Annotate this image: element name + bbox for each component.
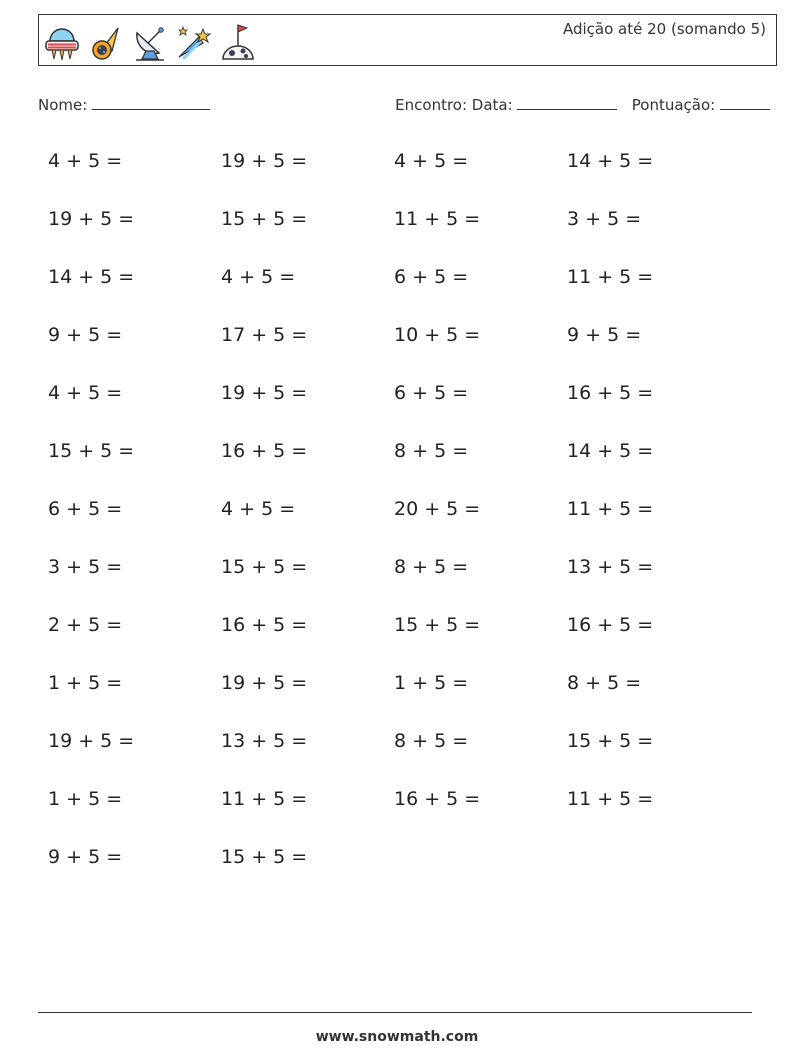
worksheet-header (38, 14, 777, 66)
satellite-dish-icon (131, 21, 169, 63)
problem-item: 9 + 5 = (48, 324, 123, 346)
problem-item: 8 + 5 = (394, 556, 469, 578)
problem-item: 1 + 5 = (48, 672, 123, 694)
problem-row (48, 596, 748, 654)
problem-item: 16 + 5 = (567, 614, 654, 636)
problem-item: 14 + 5 = (567, 440, 654, 462)
problem-item: 4 + 5 = (221, 266, 296, 288)
problem-item: 16 + 5 = (394, 788, 481, 810)
problem-item: 19 + 5 = (221, 672, 308, 694)
problem-item: 8 + 5 = (394, 730, 469, 752)
problem-item: 15 + 5 = (394, 614, 481, 636)
problem-item: 11 + 5 = (221, 788, 308, 810)
problem-item: 6 + 5 = (394, 266, 469, 288)
problem-item: 15 + 5 = (48, 440, 135, 462)
problem-item: 14 + 5 = (567, 150, 654, 172)
problem-item: 1 + 5 = (394, 672, 469, 694)
problem-item: 15 + 5 = (221, 208, 308, 230)
encounter-date-label: Encontro: Data: (395, 96, 513, 114)
problem-item: 10 + 5 = (394, 324, 481, 346)
problem-row (48, 306, 748, 364)
problem-item: 11 + 5 = (394, 208, 481, 230)
problem-row (48, 480, 748, 538)
problem-item: 3 + 5 = (48, 556, 123, 578)
encounter-score-fields (395, 94, 770, 114)
name-blank[interactable] (92, 94, 210, 110)
problem-item: 15 + 5 = (567, 730, 654, 752)
problem-item: 4 + 5 = (221, 498, 296, 520)
problem-item: 11 + 5 = (567, 498, 654, 520)
problem-item: 8 + 5 = (567, 672, 642, 694)
problem-item: 17 + 5 = (221, 324, 308, 346)
problem-item: 4 + 5 = (48, 150, 123, 172)
problem-row (48, 712, 748, 770)
date-blank[interactable] (517, 94, 617, 110)
name-field (38, 94, 210, 114)
problem-item: 6 + 5 = (394, 382, 469, 404)
problem-row (48, 422, 748, 480)
score-label: Pontuação: (631, 96, 716, 114)
problem-item: 4 + 5 = (48, 382, 123, 404)
problem-item: 16 + 5 = (221, 614, 308, 636)
problem-item: 19 + 5 = (48, 730, 135, 752)
name-label: Nome: (38, 96, 88, 114)
problem-item: 15 + 5 = (221, 846, 308, 868)
problem-item: 14 + 5 = (48, 266, 135, 288)
problem-row (48, 828, 748, 886)
problem-row (48, 538, 748, 596)
problem-grid (48, 132, 748, 886)
problem-item: 11 + 5 = (567, 788, 654, 810)
problem-item: 19 + 5 = (221, 150, 308, 172)
problem-item: 2 + 5 = (48, 614, 123, 636)
problem-item: 15 + 5 = (221, 556, 308, 578)
footer-divider (38, 1012, 752, 1013)
problem-item: 20 + 5 = (394, 498, 481, 520)
icon-strip (43, 19, 257, 65)
problem-item: 11 + 5 = (567, 266, 654, 288)
problem-row (48, 364, 748, 422)
problem-row (48, 770, 748, 828)
problem-item: 9 + 5 = (567, 324, 642, 346)
problem-item: 3 + 5 = (567, 208, 642, 230)
problem-item: 4 + 5 = (394, 150, 469, 172)
problem-item: 8 + 5 = (394, 440, 469, 462)
moon-flag-icon (219, 21, 257, 63)
score-blank[interactable] (720, 94, 770, 110)
problem-item: 16 + 5 = (221, 440, 308, 462)
shooting-star-icon (175, 21, 213, 63)
problem-row (48, 654, 748, 712)
problem-row (48, 190, 748, 248)
problem-item: 9 + 5 = (48, 846, 123, 868)
problem-item: 16 + 5 = (567, 382, 654, 404)
problem-item: 13 + 5 = (221, 730, 308, 752)
footer-url: www.snowmath.com (315, 1029, 479, 1045)
problem-row (48, 248, 748, 306)
problem-item: 19 + 5 = (48, 208, 135, 230)
problem-item: 6 + 5 = (48, 498, 123, 520)
ufo-icon (43, 21, 81, 63)
problem-item: 13 + 5 = (567, 556, 654, 578)
comet-icon (87, 21, 125, 63)
problem-item: 1 + 5 = (48, 788, 123, 810)
worksheet-title: Adição até 20 (somando 5) (562, 20, 766, 38)
problem-row (48, 132, 748, 190)
problem-item: 19 + 5 = (221, 382, 308, 404)
